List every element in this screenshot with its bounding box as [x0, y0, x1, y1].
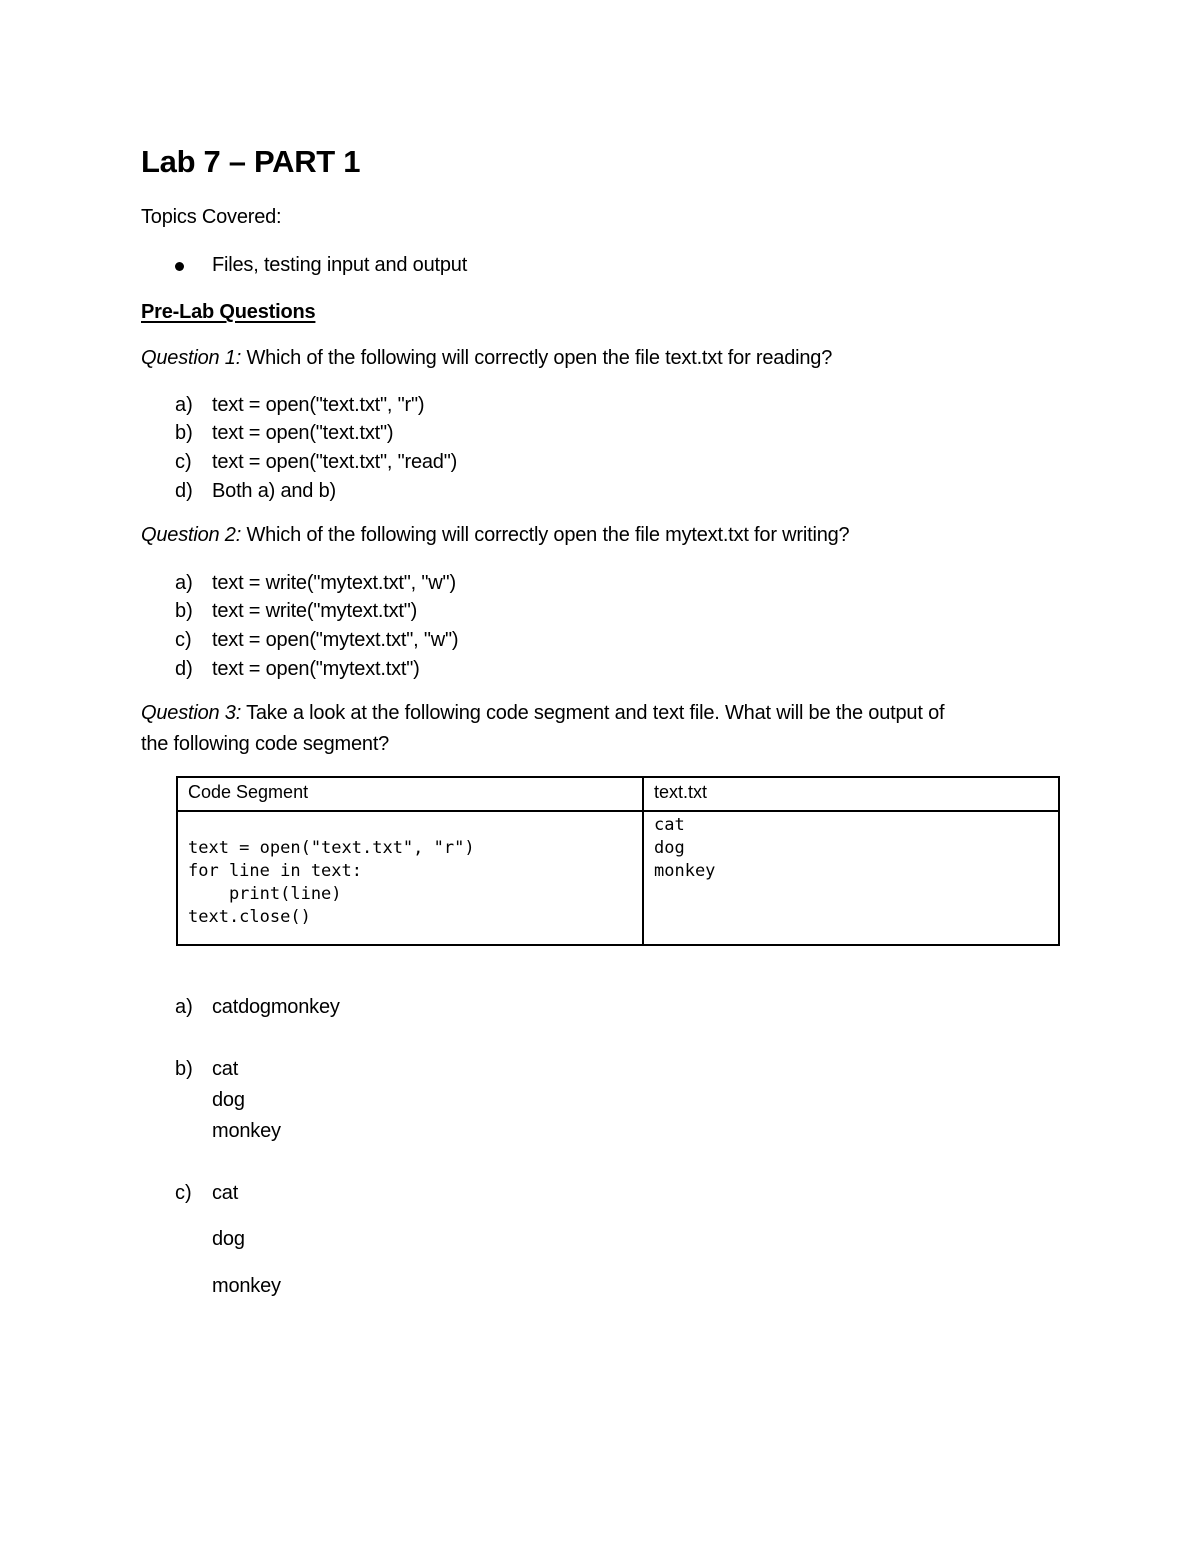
- header-code-segment: Code Segment: [177, 777, 643, 811]
- document-title: Lab 7 – PART 1: [141, 144, 361, 179]
- option-letter: b): [175, 422, 193, 444]
- question-3-text: Take a look at the following code segment and text file. What will be the output of: [241, 702, 945, 724]
- question-3-label: Question 3:: [141, 702, 242, 724]
- option-letter: d): [175, 658, 193, 680]
- option-letter: c): [175, 1182, 192, 1204]
- option-text: dog: [212, 1228, 245, 1250]
- option-text: dog: [212, 1089, 245, 1111]
- option-text: text = open("text.txt"): [212, 422, 394, 444]
- table-body-row: [177, 811, 1059, 945]
- header-text-file: text.txt: [643, 777, 1059, 811]
- code-file-table: [176, 776, 1060, 946]
- option-text: text = write("mytext.txt", "w"): [212, 572, 456, 594]
- option-text: text = open("mytext.txt", "w"): [212, 629, 459, 651]
- question-2-text: Which of the following will correctly open the file mytext.txt for writing?: [241, 524, 850, 546]
- section-heading: Pre-Lab Questions: [141, 301, 316, 323]
- question-2: [141, 524, 849, 547]
- topic-item: Files, testing input and output: [212, 254, 468, 276]
- option-letter: a): [175, 394, 193, 416]
- code-segment: text = open("text.txt", "r") for line in text: print(line) text.close(): [188, 838, 475, 927]
- question-3-text-line2: the following code segment?: [141, 733, 390, 755]
- option-text: text = open("text.txt", "r"): [212, 394, 425, 416]
- option-text: catdogmonkey: [212, 996, 340, 1018]
- question-1-label: Question 1:: [141, 347, 242, 369]
- option-text: cat: [212, 1182, 239, 1204]
- option-letter: a): [175, 572, 193, 594]
- option-letter: d): [175, 480, 193, 502]
- question-1-text: Which of the following will correctly open the file text.txt for reading?: [241, 347, 833, 369]
- option-letter: c): [175, 629, 192, 651]
- bullet-icon: [175, 262, 184, 271]
- option-letter: a): [175, 996, 193, 1018]
- file-cell: [643, 811, 1059, 945]
- option-text: cat: [212, 1058, 239, 1080]
- file-contents: cat dog monkey: [654, 815, 716, 881]
- option-letter: b): [175, 1058, 193, 1080]
- code-cell: [177, 811, 643, 945]
- option-letter: c): [175, 451, 192, 473]
- option-text: text = write("mytext.txt"): [212, 600, 418, 622]
- option-text: monkey: [212, 1275, 281, 1297]
- question-1: [141, 347, 832, 370]
- table-header-row: [177, 777, 1059, 811]
- question-3: [141, 702, 944, 725]
- option-text: monkey: [212, 1120, 281, 1142]
- option-text: Both a) and b): [212, 480, 336, 502]
- option-text: text = open("mytext.txt"): [212, 658, 420, 680]
- question-2-label: Question 2:: [141, 524, 242, 546]
- topics-label: Topics Covered:: [141, 206, 282, 228]
- option-letter: b): [175, 600, 193, 622]
- option-text: text = open("text.txt", "read"): [212, 451, 458, 473]
